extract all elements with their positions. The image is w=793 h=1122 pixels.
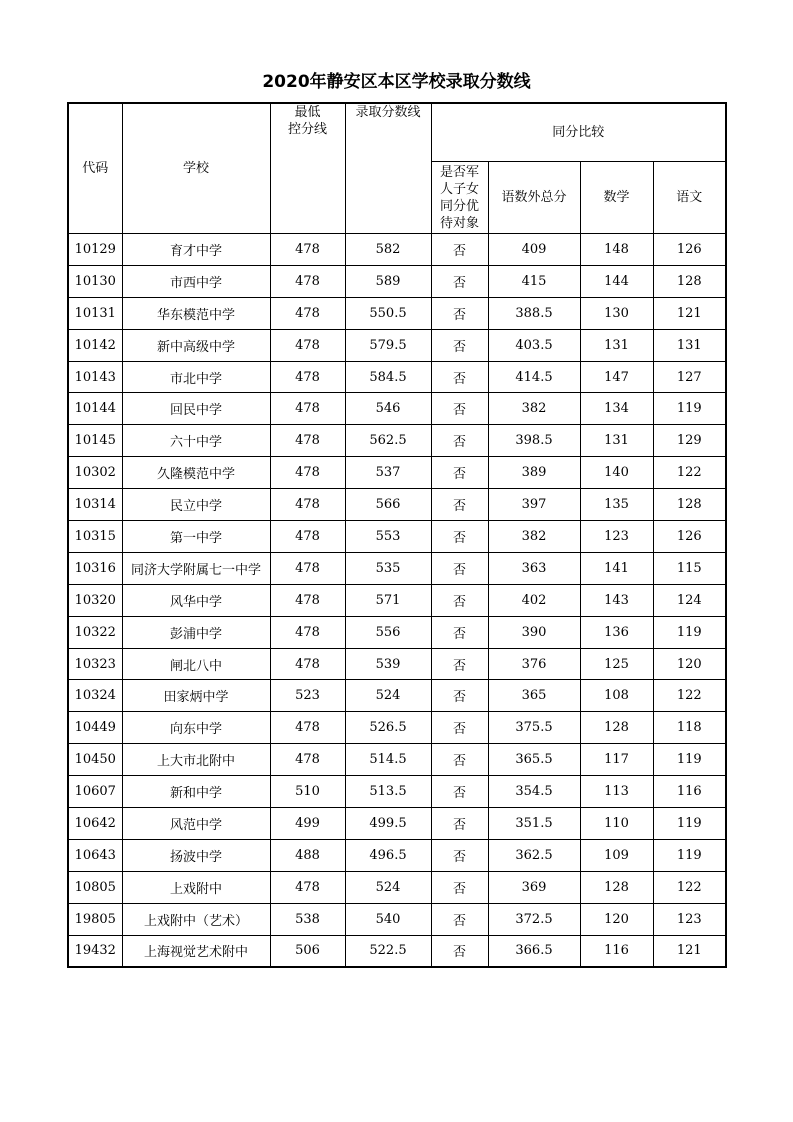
cell-admission-score: 522.5 [345,935,431,967]
cell-min-line: 478 [270,361,345,393]
cell-chinese: 122 [653,871,726,903]
header-military-priority [431,162,488,234]
header-combined-total: 语数外总分 [488,162,580,234]
cell-military-priority: 否 [431,521,488,553]
cell-combined-total: 415 [488,265,580,297]
header-min-control-line [270,103,345,234]
table-row [68,808,726,840]
cell-code: 10323 [68,648,122,680]
table-row [68,393,726,425]
cell-combined-total: 365.5 [488,744,580,776]
cell-math: 136 [580,616,653,648]
cell-military-priority: 否 [431,329,488,361]
cell-admission-score: 562.5 [345,425,431,457]
cell-code: 10450 [68,744,122,776]
header-military-line-4: 待对象 [439,215,479,231]
cell-min-line: 523 [270,680,345,712]
cell-military-priority: 否 [431,776,488,808]
cell-math: 140 [580,457,653,489]
cell-admission-score: 514.5 [345,744,431,776]
cell-combined-total: 382 [488,521,580,553]
cell-school: 市北中学 [122,361,270,393]
table-row [68,680,726,712]
cell-code: 10144 [68,393,122,425]
cell-school: 新中高级中学 [122,329,270,361]
cell-code: 10322 [68,616,122,648]
cell-min-line: 478 [270,393,345,425]
cell-code: 19432 [68,935,122,967]
cell-min-line: 538 [270,903,345,935]
cell-code: 10449 [68,712,122,744]
table-row [68,744,726,776]
cell-school: 回民中学 [122,393,270,425]
cell-military-priority: 否 [431,616,488,648]
table-row [68,457,726,489]
cell-chinese: 120 [653,648,726,680]
cell-military-priority: 否 [431,903,488,935]
table-row [68,552,726,584]
cell-math: 131 [580,329,653,361]
cell-combined-total: 398.5 [488,425,580,457]
table-row [68,265,726,297]
cell-military-priority: 否 [431,265,488,297]
cell-admission-score: 589 [345,265,431,297]
cell-military-priority: 否 [431,361,488,393]
cell-code: 10324 [68,680,122,712]
cell-admission-score: 513.5 [345,776,431,808]
cell-school: 久隆模范中学 [122,457,270,489]
table-row [68,839,726,871]
cell-combined-total: 409 [488,234,580,266]
header-min-line-1: 最低 [294,105,321,120]
cell-military-priority: 否 [431,808,488,840]
cell-combined-total: 363 [488,552,580,584]
cell-military-priority: 否 [431,871,488,903]
cell-min-line: 478 [270,329,345,361]
cell-chinese: 119 [653,839,726,871]
header-military-line-2: 人子女 [439,181,479,197]
cell-combined-total: 354.5 [488,776,580,808]
cell-math: 110 [580,808,653,840]
cell-code: 10143 [68,361,122,393]
cell-military-priority: 否 [431,297,488,329]
cell-math: 143 [580,584,653,616]
cell-school: 新和中学 [122,776,270,808]
cell-admission-score: 546 [345,393,431,425]
table-row [68,361,726,393]
header-school: 学校 [122,103,270,234]
cell-admission-score: 582 [345,234,431,266]
cell-chinese: 124 [653,584,726,616]
cell-school: 田家炳中学 [122,680,270,712]
cell-min-line: 478 [270,648,345,680]
cell-chinese: 119 [653,808,726,840]
table-row [68,297,726,329]
cell-combined-total: 369 [488,871,580,903]
cell-code: 10643 [68,839,122,871]
cell-school: 市西中学 [122,265,270,297]
cell-min-line: 478 [270,744,345,776]
table-row [68,521,726,553]
cell-min-line: 478 [270,584,345,616]
cell-military-priority: 否 [431,425,488,457]
cell-combined-total: 366.5 [488,935,580,967]
cell-chinese: 128 [653,265,726,297]
header-chinese: 语文 [653,162,726,234]
cell-combined-total: 403.5 [488,329,580,361]
cell-math: 134 [580,393,653,425]
cell-code: 10314 [68,489,122,521]
cell-combined-total: 388.5 [488,297,580,329]
cell-school: 向东中学 [122,712,270,744]
cell-school: 上大市北附中 [122,744,270,776]
cell-school: 扬波中学 [122,839,270,871]
cell-school: 风华中学 [122,584,270,616]
cell-math: 144 [580,265,653,297]
cell-school: 彭浦中学 [122,616,270,648]
cell-math: 116 [580,935,653,967]
cell-admission-score: 571 [345,584,431,616]
cell-school: 上海视觉艺术附中 [122,935,270,967]
table-row [68,329,726,361]
header-math: 数学 [580,162,653,234]
cell-school: 民立中学 [122,489,270,521]
cell-math: 148 [580,234,653,266]
cell-min-line: 510 [270,776,345,808]
table-row [68,489,726,521]
cell-school: 同济大学附属七一中学 [122,552,270,584]
cell-military-priority: 否 [431,234,488,266]
cell-code: 10320 [68,584,122,616]
cell-military-priority: 否 [431,489,488,521]
table-row [68,871,726,903]
cell-school: 第一中学 [122,521,270,553]
cell-code: 10130 [68,265,122,297]
cell-combined-total: 414.5 [488,361,580,393]
cell-military-priority: 否 [431,457,488,489]
cell-min-line: 499 [270,808,345,840]
table-row [68,234,726,266]
cell-code: 10642 [68,808,122,840]
cell-code: 10131 [68,297,122,329]
cell-combined-total: 375.5 [488,712,580,744]
cell-school: 上戏附中 [122,871,270,903]
cell-admission-score: 524 [345,871,431,903]
cell-school: 闸北八中 [122,648,270,680]
cell-admission-score: 556 [345,616,431,648]
cell-chinese: 126 [653,521,726,553]
cell-min-line: 478 [270,552,345,584]
cell-math: 141 [580,552,653,584]
cell-chinese: 127 [653,361,726,393]
table-row [68,712,726,744]
cell-code: 19805 [68,903,122,935]
cell-chinese: 121 [653,297,726,329]
cell-chinese: 126 [653,234,726,266]
cell-chinese: 129 [653,425,726,457]
cell-chinese: 122 [653,680,726,712]
table-row [68,776,726,808]
cell-combined-total: 390 [488,616,580,648]
cell-combined-total: 365 [488,680,580,712]
cell-math: 123 [580,521,653,553]
cell-military-priority: 否 [431,712,488,744]
cell-combined-total: 402 [488,584,580,616]
cell-school: 华东模范中学 [122,297,270,329]
cell-code: 10316 [68,552,122,584]
cell-min-line: 488 [270,839,345,871]
cell-chinese: 119 [653,616,726,648]
cell-code: 10142 [68,329,122,361]
table-row [68,584,726,616]
cell-math: 113 [580,776,653,808]
header-code: 代码 [68,103,122,234]
cell-admission-score: 535 [345,552,431,584]
cell-military-priority: 否 [431,648,488,680]
cell-admission-score: 553 [345,521,431,553]
cell-chinese: 123 [653,903,726,935]
cell-military-priority: 否 [431,393,488,425]
cell-min-line: 478 [270,265,345,297]
header-tie-comparison: 同分比较 [431,103,726,162]
cell-min-line: 506 [270,935,345,967]
header-military-line-3: 同分优 [439,198,479,214]
cell-combined-total: 389 [488,457,580,489]
cell-math: 117 [580,744,653,776]
cell-code: 10145 [68,425,122,457]
cell-admission-score: 537 [345,457,431,489]
header-min-line-2: 控分线 [287,122,327,137]
cell-combined-total: 397 [488,489,580,521]
cell-math: 125 [580,648,653,680]
cell-math: 128 [580,712,653,744]
cell-admission-score: 499.5 [345,808,431,840]
page-title: 2020年静安区本区学校录取分数线 [262,72,531,92]
cell-combined-total: 382 [488,393,580,425]
cell-min-line: 478 [270,234,345,266]
cell-chinese: 128 [653,489,726,521]
table-row [68,648,726,680]
cell-min-line: 478 [270,521,345,553]
cell-military-priority: 否 [431,680,488,712]
table-row [68,425,726,457]
cell-math: 108 [580,680,653,712]
cell-min-line: 478 [270,871,345,903]
cell-school: 风范中学 [122,808,270,840]
header-row-top [68,103,726,162]
cell-math: 130 [580,297,653,329]
cell-admission-score: 550.5 [345,297,431,329]
cell-admission-score: 539 [345,648,431,680]
cell-admission-score: 526.5 [345,712,431,744]
cell-military-priority: 否 [431,839,488,871]
cell-math: 128 [580,871,653,903]
admission-score-table [67,102,727,968]
cell-chinese: 115 [653,552,726,584]
cell-min-line: 478 [270,489,345,521]
cell-chinese: 122 [653,457,726,489]
cell-admission-score: 496.5 [345,839,431,871]
cell-min-line: 478 [270,425,345,457]
cell-min-line: 478 [270,712,345,744]
table-row [68,935,726,967]
cell-school: 六十中学 [122,425,270,457]
cell-min-line: 478 [270,616,345,648]
cell-military-priority: 否 [431,584,488,616]
cell-admission-score: 540 [345,903,431,935]
header-admission-score: 录取分数线 [345,103,431,234]
cell-military-priority: 否 [431,552,488,584]
cell-military-priority: 否 [431,744,488,776]
cell-chinese: 116 [653,776,726,808]
cell-math: 131 [580,425,653,457]
cell-admission-score: 524 [345,680,431,712]
cell-min-line: 478 [270,457,345,489]
cell-code: 10315 [68,521,122,553]
cell-code: 10302 [68,457,122,489]
cell-code: 10805 [68,871,122,903]
cell-min-line: 478 [270,297,345,329]
cell-combined-total: 376 [488,648,580,680]
cell-math: 109 [580,839,653,871]
table-row [68,903,726,935]
cell-math: 120 [580,903,653,935]
cell-combined-total: 351.5 [488,808,580,840]
cell-chinese: 121 [653,935,726,967]
cell-admission-score: 584.5 [345,361,431,393]
cell-code: 10607 [68,776,122,808]
cell-code: 10129 [68,234,122,266]
table-row [68,616,726,648]
cell-admission-score: 566 [345,489,431,521]
cell-math: 147 [580,361,653,393]
cell-school: 上戏附中（艺术） [122,903,270,935]
cell-school: 育才中学 [122,234,270,266]
cell-military-priority: 否 [431,935,488,967]
cell-chinese: 118 [653,712,726,744]
cell-combined-total: 372.5 [488,903,580,935]
table-body [68,234,726,967]
cell-chinese: 119 [653,393,726,425]
cell-chinese: 131 [653,329,726,361]
cell-math: 135 [580,489,653,521]
header-military-line-1: 是否军 [439,164,479,180]
cell-combined-total: 362.5 [488,839,580,871]
cell-chinese: 119 [653,744,726,776]
cell-admission-score: 579.5 [345,329,431,361]
